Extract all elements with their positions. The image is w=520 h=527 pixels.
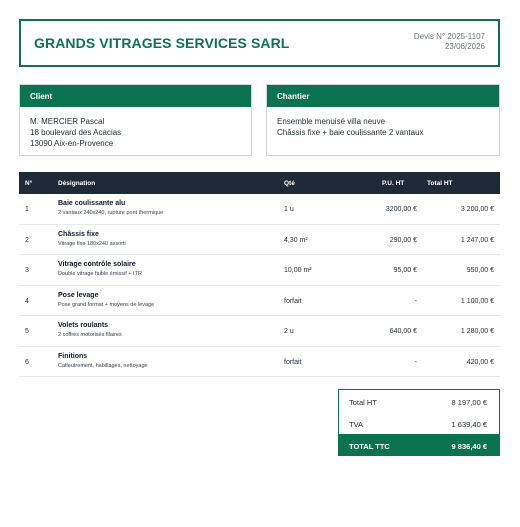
row-no: 1 [25, 206, 29, 213]
row-title: Pose levage [58, 291, 99, 299]
company-name: GRANDS VITRAGES SERVICES SARL [34, 35, 290, 51]
row-unit-price: - [414, 297, 417, 305]
row-unit-price: - [414, 358, 417, 366]
row-desc: Vitrage fixe 180x240 assorti [58, 240, 126, 247]
row-total: 3 200,00 € [460, 206, 494, 213]
site-box-title: Chantier [267, 85, 499, 107]
row-qty: 10,00 m² [284, 267, 312, 274]
total-ht-value: 8 197,00 € [451, 398, 487, 407]
row-qty: forfait [284, 297, 302, 305]
row-qty: 4,30 m² [284, 236, 308, 244]
table-row [19, 194, 500, 225]
tva-value: 1 639,40 € [451, 420, 487, 429]
row-desc: 2 vantaux 240x240, rupture pont thermique [58, 210, 164, 216]
client-street: 18 boulevard des Acacias [30, 128, 122, 137]
row-designation [58, 322, 122, 338]
row-qty: 2 u [284, 328, 294, 335]
tva-label: TVA [349, 420, 364, 429]
header-no: N° [25, 180, 33, 187]
header-total: Total HT [427, 180, 453, 187]
row-no: 6 [25, 358, 29, 366]
total-ttc-label: TOTAL TTC [349, 442, 390, 451]
client-box-title: Client [20, 85, 251, 107]
row-total: 950,00 € [466, 267, 494, 274]
row-desc: Double vitrage faible émissif + ITR [58, 271, 142, 277]
site-line-1: Ensemble menuisé villa neuve [277, 117, 386, 126]
quote-meta [414, 32, 485, 52]
row-no: 3 [25, 267, 29, 274]
row-designation [58, 353, 148, 369]
row-total: 1 100,00 € [460, 297, 494, 305]
table-row [19, 255, 500, 286]
row-desc: Pose grand format + moyens de levage [58, 301, 155, 308]
row-unit-price: 3200,00 € [385, 206, 417, 213]
total-ht-label: Total HT [349, 398, 377, 407]
client-city: 13090 Aix-en-Provence [30, 139, 114, 148]
header-qty: Qté [284, 180, 295, 187]
row-title: Baie coulissante alu [58, 200, 126, 207]
row-no: 2 [25, 236, 29, 244]
row-total: 1 247,00 € [460, 236, 494, 244]
row-unit-price: 640,00 € [389, 328, 417, 335]
quote-date: 23/06/2026 [444, 42, 485, 51]
client-name: M. MERCIER Pascal [30, 117, 105, 126]
row-title: Châssis fixe [58, 230, 99, 238]
row-title: Volets roulants [58, 322, 109, 329]
total-ttc-value: 9 836,40 € [451, 442, 487, 451]
table-row [19, 286, 500, 317]
table-row [19, 225, 500, 256]
site-box [266, 84, 500, 156]
row-no: 5 [25, 328, 29, 335]
quote-table [19, 172, 500, 377]
row-designation [58, 261, 142, 277]
row-desc: 2 coffres motorisés filaires [58, 332, 122, 338]
row-designation [58, 200, 163, 216]
document-header [19, 19, 500, 67]
header-unit-price: P.U. HT [382, 180, 405, 187]
totals-box [338, 389, 500, 456]
row-title: Finitions [58, 352, 88, 360]
client-box [19, 84, 252, 156]
row-total: 420,00 € [466, 358, 494, 366]
tva-row [339, 412, 499, 434]
table-header [19, 172, 500, 194]
row-qty: 1 u [284, 206, 294, 213]
client-address [20, 107, 251, 149]
total-ht-row [339, 390, 499, 412]
row-designation [58, 292, 154, 308]
row-no: 4 [25, 297, 29, 305]
row-unit-price: 95,00 € [393, 267, 417, 274]
total-ttc-row [339, 434, 499, 456]
table-row [19, 316, 500, 347]
header-designation: Désignation [58, 180, 96, 187]
row-total: 1 280,00 € [460, 328, 494, 335]
row-qty: forfait [284, 358, 302, 366]
site-description [267, 107, 499, 138]
row-title: Vitrage contrôle solaire [58, 261, 136, 268]
table-row [19, 347, 500, 378]
row-desc: Calfeutrement, habillages, nettoyage [58, 362, 148, 369]
quote-number: Devis N° 2025-1107 [413, 32, 485, 41]
site-line-2: Châssis fixe + baie coulissante 2 vantaux [277, 128, 424, 137]
row-unit-price: 290,00 € [389, 236, 417, 244]
row-designation [58, 231, 126, 247]
